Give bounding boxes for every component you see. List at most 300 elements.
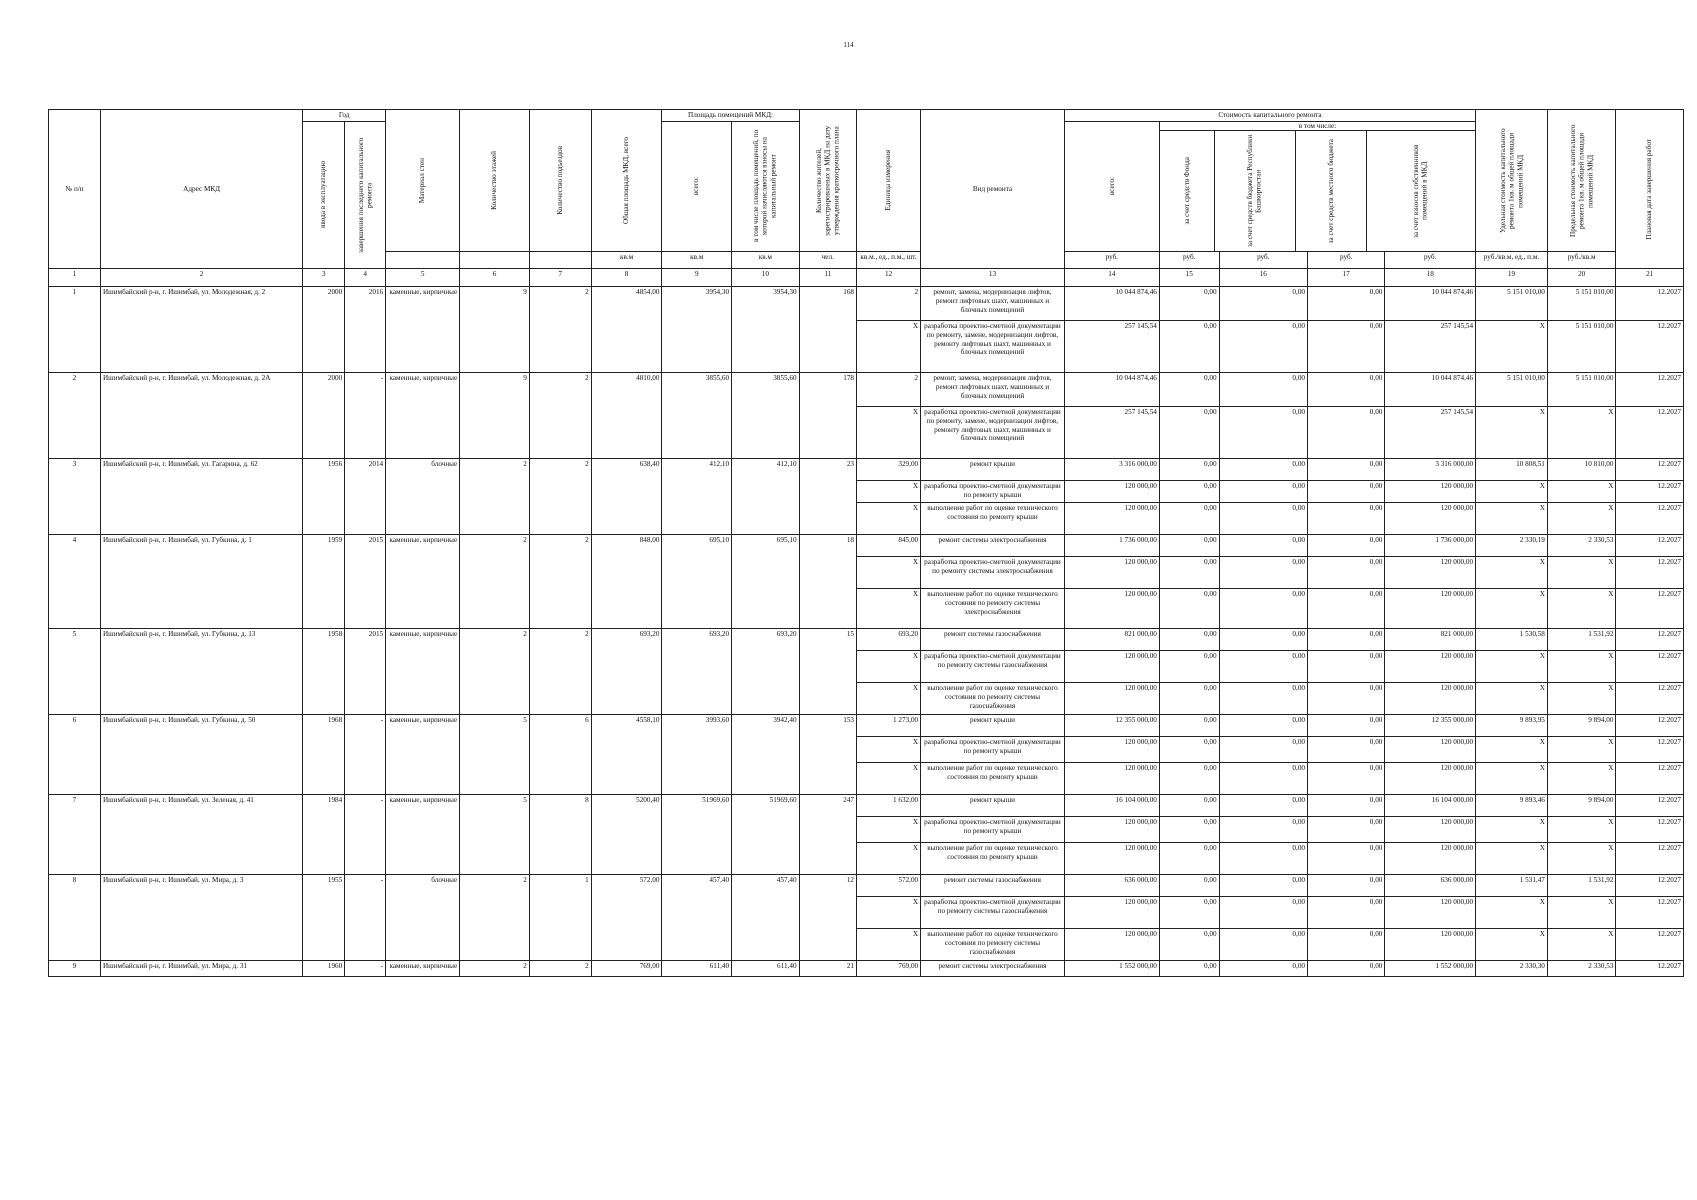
cell-premises-area: 51969,60 xyxy=(662,795,732,875)
cell-unit-cost: 9 893,46 xyxy=(1476,795,1548,817)
cell-cost-owners: 120 000,00 xyxy=(1385,503,1476,535)
cell-quantity: X xyxy=(857,897,921,929)
cell-max-cost: 1 531,92 xyxy=(1547,629,1616,651)
cell-floors: 9 xyxy=(460,373,530,459)
cell-unit-cost: 5 151 010,00 xyxy=(1476,287,1548,321)
cell-quantity: X xyxy=(857,843,921,875)
cell-residents: 178 xyxy=(799,373,856,459)
cell-unit-cost: 5 151 010,00 xyxy=(1476,373,1548,407)
cell-wall-material: блочные xyxy=(386,875,460,961)
cell-num: 7 xyxy=(49,795,101,875)
table-row xyxy=(49,715,1684,737)
header-cost-total: всего: xyxy=(1064,121,1159,252)
cell-num: 2 xyxy=(49,373,101,459)
table-row xyxy=(49,287,1684,321)
cell-cost-total: 120 000,00 xyxy=(1064,683,1159,715)
header-year-last-repair: завершения последнего капитального ремонта xyxy=(345,121,386,269)
cell-unit-cost: X xyxy=(1476,683,1548,715)
cell-max-cost: X xyxy=(1547,589,1616,629)
cell-cost-total: 120 000,00 xyxy=(1064,763,1159,795)
column-number: 18 xyxy=(1385,269,1476,287)
cell-year-commission: 1956 xyxy=(303,459,345,535)
cell-cost-republic: 0,00 xyxy=(1219,843,1307,875)
cell-address: Ишимбайский р-н, г. Ишимбай, ул. Мира, д. 3 xyxy=(100,875,302,961)
cell-residents: 15 xyxy=(799,629,856,715)
cell-owned-area: 51969,60 xyxy=(732,795,799,875)
cell-num: 1 xyxy=(49,287,101,373)
cell-num: 6 xyxy=(49,715,101,795)
cell-quantity: 845,00 xyxy=(857,535,921,557)
cell-quantity: X xyxy=(857,737,921,763)
cell-cost-fund: 0,00 xyxy=(1159,629,1219,651)
cell-cost-owners: 120 000,00 xyxy=(1385,929,1476,961)
cell-cost-total: 10 044 874,46 xyxy=(1064,373,1159,407)
cell-entrances: 2 xyxy=(529,961,591,977)
cell-wall-material: каменные, кирпичные xyxy=(386,795,460,875)
cell-quantity: 572,00 xyxy=(857,875,921,897)
column-numbers-row xyxy=(49,269,1684,287)
cell-work-type: выполнение работ по оценке технического состояния по ремонту крыши xyxy=(921,843,1065,875)
cell-deadline: 12.2027 xyxy=(1616,407,1684,459)
cell-quantity: X xyxy=(857,589,921,629)
column-number: 17 xyxy=(1308,269,1385,287)
cell-quantity: 2 xyxy=(857,287,921,321)
cell-cost-total: 120 000,00 xyxy=(1064,897,1159,929)
cell-work-type: ремонт, замена, модернизация лифтов, ремонт лифтовых шахт, машинных и блочных помещений xyxy=(921,287,1065,321)
column-number: 8 xyxy=(591,269,662,287)
header-max-cost: Предельная стоимость капитального ремонта 1кв. м общей площади помещений МКД xyxy=(1547,110,1616,252)
cell-work-type: разработка проектно-сметной документации по ремонту крыши xyxy=(921,481,1065,503)
cell-floors: 2 xyxy=(460,459,530,535)
cell-cost-fund: 0,00 xyxy=(1159,737,1219,763)
cell-cost-republic: 0,00 xyxy=(1219,481,1307,503)
cell-unit-cost: 2 330,30 xyxy=(1476,961,1548,977)
cell-work-type: разработка проектно-сметной документации по ремонту, замене, модернизации лифтов, ремонту лифтовых шахт, машинных и блочных помещений xyxy=(921,407,1065,459)
cell-address: Ишимбайский р-н, г. Ишимбай, ул. Гагарина, д. 62 xyxy=(100,459,302,535)
cell-cost-local: 0,00 xyxy=(1308,459,1385,481)
cell-residents: 12 xyxy=(799,875,856,961)
cell-deadline: 12.2027 xyxy=(1616,321,1684,373)
header-year-group: Год xyxy=(303,110,386,122)
cell-entrances: 2 xyxy=(529,373,591,459)
cell-wall-material: каменные, кирпичные xyxy=(386,287,460,373)
cell-owned-area: 412,10 xyxy=(732,459,799,535)
cell-max-cost: 9 894,00 xyxy=(1547,715,1616,737)
cell-cost-fund: 0,00 xyxy=(1159,715,1219,737)
cell-cost-total: 120 000,00 xyxy=(1064,929,1159,961)
table-row xyxy=(49,875,1684,897)
cell-floors: 2 xyxy=(460,535,530,629)
cell-cost-republic: 0,00 xyxy=(1219,763,1307,795)
cell-quantity: X xyxy=(857,683,921,715)
cell-cost-owners: 821 000,00 xyxy=(1385,629,1476,651)
cell-quantity: 2 xyxy=(857,373,921,407)
cell-cost-local: 0,00 xyxy=(1308,763,1385,795)
cell-num: 9 xyxy=(49,961,101,977)
cell-deadline: 12.2027 xyxy=(1616,481,1684,503)
cell-max-cost: 2 330,53 xyxy=(1547,535,1616,557)
cell-owned-area: 611,40 xyxy=(732,961,799,977)
repair-plan-table xyxy=(48,109,1684,977)
column-number: 12 xyxy=(857,269,921,287)
cell-deadline: 12.2027 xyxy=(1616,763,1684,795)
cell-premises-area: 693,20 xyxy=(662,629,732,715)
cell-year-commission: 1955 xyxy=(303,875,345,961)
cell-deadline: 12.2027 xyxy=(1616,817,1684,843)
header-num: № п/п xyxy=(49,110,101,269)
cell-unit-cost: X xyxy=(1476,503,1548,535)
cell-deadline: 12.2027 xyxy=(1616,715,1684,737)
cell-wall-material: каменные, кирпичные xyxy=(386,961,460,977)
cell-max-cost: X xyxy=(1547,737,1616,763)
cell-cost-local: 0,00 xyxy=(1308,737,1385,763)
cell-deadline: 12.2027 xyxy=(1616,503,1684,535)
cell-floors: 2 xyxy=(460,875,530,961)
cell-address: Ишимбайский р-н, г. Ишимбай, ул. Мира, д. 31 xyxy=(100,961,302,977)
cell-cost-owners: 257 145,54 xyxy=(1385,407,1476,459)
cell-work-type: ремонт крыши xyxy=(921,459,1065,481)
cell-total-area: 769,00 xyxy=(591,961,662,977)
cell-cost-republic: 0,00 xyxy=(1219,287,1307,321)
cell-premises-area: 3954,30 xyxy=(662,287,732,373)
cell-deadline: 12.2027 xyxy=(1616,929,1684,961)
unit-max-cost: руб./кв.м xyxy=(1547,252,1616,269)
cell-cost-total: 636 000,00 xyxy=(1064,875,1159,897)
cell-total-area: 5200,40 xyxy=(591,795,662,875)
column-number: 1 xyxy=(49,269,101,287)
cell-cost-local: 0,00 xyxy=(1308,929,1385,961)
cell-unit-cost: X xyxy=(1476,407,1548,459)
cell-cost-republic: 0,00 xyxy=(1219,897,1307,929)
cell-total-area: 638,40 xyxy=(591,459,662,535)
cell-cost-local: 0,00 xyxy=(1308,897,1385,929)
header-address: Адрес МКД xyxy=(100,110,302,269)
cell-unit-cost: X xyxy=(1476,929,1548,961)
table-header xyxy=(49,110,1684,269)
cell-cost-owners: 120 000,00 xyxy=(1385,897,1476,929)
cell-wall-material: блочные xyxy=(386,459,460,535)
cell-quantity: X xyxy=(857,651,921,683)
cell-cost-local: 0,00 xyxy=(1308,535,1385,557)
unit-owned: кв.м xyxy=(732,252,799,269)
cell-cost-republic: 0,00 xyxy=(1219,961,1307,977)
cell-total-area: 4810,00 xyxy=(591,373,662,459)
header-residents: Количество жителей, зарегистрированных в МКД на дату утверждения краткосрочного плана xyxy=(799,110,856,252)
cell-unit-cost: 1 531,47 xyxy=(1476,875,1548,897)
cell-cost-owners: 1 736 000,00 xyxy=(1385,535,1476,557)
cell-unit-cost: X xyxy=(1476,897,1548,929)
cell-deadline: 12.2027 xyxy=(1616,843,1684,875)
cell-work-type: разработка проектно-сметной документации по ремонту, замене, модернизации лифтов, ремонту лифтовых шахт, машинных и блочных помещений xyxy=(921,321,1065,373)
cell-cost-owners: 120 000,00 xyxy=(1385,557,1476,589)
unit-cost-fund: руб. xyxy=(1159,252,1219,269)
table-body xyxy=(49,269,1684,977)
cell-max-cost: 10 810,00 xyxy=(1547,459,1616,481)
cell-quantity: 1 632,00 xyxy=(857,795,921,817)
cell-year-commission: 1958 xyxy=(303,629,345,715)
cell-cost-republic: 0,00 xyxy=(1219,817,1307,843)
column-number: 6 xyxy=(460,269,530,287)
cell-wall-material: каменные, кирпичные xyxy=(386,373,460,459)
cell-cost-owners: 120 000,00 xyxy=(1385,651,1476,683)
cell-cost-fund: 0,00 xyxy=(1159,763,1219,795)
cell-deadline: 12.2027 xyxy=(1616,897,1684,929)
cell-cost-fund: 0,00 xyxy=(1159,459,1219,481)
column-number: 5 xyxy=(386,269,460,287)
column-number: 19 xyxy=(1476,269,1548,287)
table-row xyxy=(49,535,1684,557)
cell-deadline: 12.2027 xyxy=(1616,557,1684,589)
cell-cost-total: 821 000,00 xyxy=(1064,629,1159,651)
header-deadline: Плановая дата завершения работ xyxy=(1616,110,1684,269)
cell-address: Ишимбайский р-н, г. Ишимбай, ул. Молодежная, д. 2А xyxy=(100,373,302,459)
column-number: 10 xyxy=(732,269,799,287)
cell-max-cost: X xyxy=(1547,897,1616,929)
cell-year-last-repair: - xyxy=(345,961,386,977)
column-number: 16 xyxy=(1219,269,1307,287)
cell-cost-total: 120 000,00 xyxy=(1064,589,1159,629)
cell-year-commission: 1968 xyxy=(303,715,345,795)
cell-cost-fund: 0,00 xyxy=(1159,817,1219,843)
header-wall-material: Материал стен xyxy=(386,110,460,252)
cell-max-cost: 5 151 010,00 xyxy=(1547,287,1616,321)
cell-cost-fund: 0,00 xyxy=(1159,875,1219,897)
cell-cost-total: 120 000,00 xyxy=(1064,651,1159,683)
cell-wall-material: каменные, кирпичные xyxy=(386,715,460,795)
cell-year-commission: 2000 xyxy=(303,287,345,373)
cell-cost-republic: 0,00 xyxy=(1219,321,1307,373)
cell-cost-total: 120 000,00 xyxy=(1064,843,1159,875)
cell-owned-area: 3942,40 xyxy=(732,715,799,795)
cell-cost-local: 0,00 xyxy=(1308,557,1385,589)
cell-cost-owners: 120 000,00 xyxy=(1385,817,1476,843)
cell-quantity: X xyxy=(857,503,921,535)
unit-unit-cost: руб./кв.м, ед., п.м. xyxy=(1476,252,1548,269)
cell-max-cost: X xyxy=(1547,407,1616,459)
cell-cost-local: 0,00 xyxy=(1308,321,1385,373)
cell-deadline: 12.2027 xyxy=(1616,629,1684,651)
cell-quantity: 329,00 xyxy=(857,459,921,481)
cell-entrances: 2 xyxy=(529,459,591,535)
unit-cost-republic: руб. xyxy=(1219,252,1307,269)
cell-cost-republic: 0,00 xyxy=(1219,795,1307,817)
column-number: 20 xyxy=(1547,269,1616,287)
header-cost-fund: за счет средств Фонда xyxy=(1160,131,1215,251)
cell-total-area: 4558,10 xyxy=(591,715,662,795)
cell-cost-fund: 0,00 xyxy=(1159,929,1219,961)
cell-cost-owners: 10 044 874,46 xyxy=(1385,287,1476,321)
cell-year-last-repair: - xyxy=(345,875,386,961)
cell-deadline: 12.2027 xyxy=(1616,373,1684,407)
cell-address: Ишимбайский р-н, г. Ишимбай, ул. Молодежная, д. 2 xyxy=(100,287,302,373)
header-premises-total: всего: xyxy=(662,121,732,252)
cell-cost-republic: 0,00 xyxy=(1219,629,1307,651)
cell-quantity: 769,00 xyxy=(857,961,921,977)
column-number: 14 xyxy=(1064,269,1159,287)
cell-quantity: X xyxy=(857,929,921,961)
cell-cost-republic: 0,00 xyxy=(1219,557,1307,589)
header-entrances: Количество подъездов xyxy=(529,110,591,252)
cell-cost-total: 120 000,00 xyxy=(1064,817,1159,843)
table-row xyxy=(49,961,1684,977)
cell-deadline: 12.2027 xyxy=(1616,651,1684,683)
cell-total-area: 572,00 xyxy=(591,875,662,961)
cell-floors: 2 xyxy=(460,961,530,977)
cell-cost-total: 257 145,54 xyxy=(1064,321,1159,373)
cell-year-commission: 1959 xyxy=(303,535,345,629)
cell-max-cost: X xyxy=(1547,817,1616,843)
table-row xyxy=(49,795,1684,817)
cell-floors: 2 xyxy=(460,629,530,715)
cell-premises-area: 457,40 xyxy=(662,875,732,961)
cell-cost-local: 0,00 xyxy=(1308,503,1385,535)
cell-cost-fund: 0,00 xyxy=(1159,481,1219,503)
cell-year-last-repair: 2015 xyxy=(345,629,386,715)
cell-work-type: ремонт крыши xyxy=(921,795,1065,817)
cell-cost-republic: 0,00 xyxy=(1219,683,1307,715)
cell-work-type: выполнение работ по оценке технического состояния по ремонту системы газоснабжения xyxy=(921,683,1065,715)
cell-unit-cost: X xyxy=(1476,651,1548,683)
cell-cost-fund: 0,00 xyxy=(1159,407,1219,459)
cell-cost-total: 120 000,00 xyxy=(1064,481,1159,503)
cell-cost-fund: 0,00 xyxy=(1159,843,1219,875)
cell-work-type: разработка проектно-сметной документации по ремонту крыши xyxy=(921,817,1065,843)
header-cost-local: за счет средств местного бюджета xyxy=(1296,131,1367,251)
cell-cost-local: 0,00 xyxy=(1308,817,1385,843)
table-row xyxy=(49,629,1684,651)
cell-cost-owners: 120 000,00 xyxy=(1385,737,1476,763)
column-number: 11 xyxy=(799,269,856,287)
cell-unit-cost: X xyxy=(1476,589,1548,629)
cell-work-type: ремонт системы электроснабжения xyxy=(921,535,1065,557)
cell-unit-cost: X xyxy=(1476,843,1548,875)
column-number: 9 xyxy=(662,269,732,287)
cell-cost-republic: 0,00 xyxy=(1219,407,1307,459)
cell-cost-owners: 257 145,54 xyxy=(1385,321,1476,373)
cell-floors: 5 xyxy=(460,715,530,795)
cell-quantity: 1 273,00 xyxy=(857,715,921,737)
cell-work-type: ремонт системы газоснабжения xyxy=(921,875,1065,897)
cell-num: 5 xyxy=(49,629,101,715)
cell-work-type: ремонт системы газоснабжения xyxy=(921,629,1065,651)
header-cost-group: Стоимость капитального ремонта xyxy=(1064,110,1475,122)
cell-cost-owners: 10 044 874,46 xyxy=(1385,373,1476,407)
header-floors: Количество этажей xyxy=(460,110,530,252)
cell-deadline: 12.2027 xyxy=(1616,875,1684,897)
cell-cost-republic: 0,00 xyxy=(1219,373,1307,407)
cell-entrances: 1 xyxy=(529,875,591,961)
cell-floors: 9 xyxy=(460,287,530,373)
cell-cost-total: 10 044 874,46 xyxy=(1064,287,1159,321)
cell-num: 8 xyxy=(49,875,101,961)
cell-work-type: выполнение работ по оценке технического состояния по ремонту крыши xyxy=(921,503,1065,535)
cell-cost-republic: 0,00 xyxy=(1219,503,1307,535)
cell-max-cost: 1 531,92 xyxy=(1547,875,1616,897)
cell-work-type: ремонт крыши xyxy=(921,715,1065,737)
cell-year-last-repair: 2015 xyxy=(345,535,386,629)
cell-cost-owners: 636 000,00 xyxy=(1385,875,1476,897)
cell-entrances: 2 xyxy=(529,629,591,715)
cell-wall-material: каменные, кирпичные xyxy=(386,629,460,715)
cell-deadline: 12.2027 xyxy=(1616,287,1684,321)
cell-cost-total: 120 000,00 xyxy=(1064,737,1159,763)
cell-max-cost: 5 151 010,00 xyxy=(1547,373,1616,407)
cell-num: 3 xyxy=(49,459,101,535)
header-premises-group: Площадь помещений МКД: xyxy=(662,110,799,122)
cell-cost-fund: 0,00 xyxy=(1159,961,1219,977)
cell-work-type: разработка проектно-сметной документации по ремонту системы газоснабжения xyxy=(921,651,1065,683)
cell-address: Ишимбайский р-н, г. Ишимбай, ул. Губкина, д. 13 xyxy=(100,629,302,715)
unit-cost-total: руб. xyxy=(1064,252,1159,269)
cell-max-cost: 5 151 010,00 xyxy=(1547,321,1616,373)
unit-cost-local: руб. xyxy=(1308,252,1385,269)
table-row xyxy=(49,459,1684,481)
cell-residents: 21 xyxy=(799,961,856,977)
cell-cost-local: 0,00 xyxy=(1308,589,1385,629)
cell-work-type: ремонт, замена, модернизация лифтов, ремонт лифтовых шахт, машинных и блочных помещений xyxy=(921,373,1065,407)
cell-unit-cost: X xyxy=(1476,763,1548,795)
cell-premises-area: 3855,60 xyxy=(662,373,732,459)
table-row xyxy=(49,373,1684,407)
cell-max-cost: X xyxy=(1547,683,1616,715)
cell-work-type: выполнение работ по оценке технического состояния по ремонту системы электроснабжения xyxy=(921,589,1065,629)
cell-cost-total: 16 104 000,00 xyxy=(1064,795,1159,817)
cell-cost-local: 0,00 xyxy=(1308,843,1385,875)
cell-max-cost: X xyxy=(1547,557,1616,589)
cell-year-commission: 2000 xyxy=(303,373,345,459)
cell-cost-total: 257 145,54 xyxy=(1064,407,1159,459)
cell-max-cost: X xyxy=(1547,651,1616,683)
cell-work-type: разработка проектно-сметной документации по ремонту системы газоснабжения xyxy=(921,897,1065,929)
cell-cost-owners: 3 316 000,00 xyxy=(1385,459,1476,481)
cell-cost-local: 0,00 xyxy=(1308,795,1385,817)
cell-cost-total: 120 000,00 xyxy=(1064,503,1159,535)
unit-premises: кв.м xyxy=(662,252,732,269)
cell-year-commission: 1984 xyxy=(303,795,345,875)
cell-entrances: 2 xyxy=(529,287,591,373)
cell-deadline: 12.2027 xyxy=(1616,589,1684,629)
cell-cost-total: 3 316 000,00 xyxy=(1064,459,1159,481)
cell-floors: 5 xyxy=(460,795,530,875)
cell-cost-owners: 120 000,00 xyxy=(1385,843,1476,875)
column-number: 13 xyxy=(921,269,1065,287)
cell-cost-fund: 0,00 xyxy=(1159,589,1219,629)
cell-cost-fund: 0,00 xyxy=(1159,683,1219,715)
cell-cost-owners: 16 104 000,00 xyxy=(1385,795,1476,817)
cell-max-cost: X xyxy=(1547,843,1616,875)
cell-owned-area: 3855,60 xyxy=(732,373,799,459)
cell-cost-local: 0,00 xyxy=(1308,715,1385,737)
column-number: 7 xyxy=(529,269,591,287)
cell-cost-republic: 0,00 xyxy=(1219,459,1307,481)
header-year-commission: ввода в эксплуатацию xyxy=(303,121,345,269)
unit-measure: кв.м., ед., п.м., шт. xyxy=(857,252,921,269)
cell-max-cost: X xyxy=(1547,481,1616,503)
header-cost-owners: за счет взносов собственников помещений в МКД xyxy=(1412,144,1429,238)
column-number: 3 xyxy=(303,269,345,287)
header-incl: в том числе: xyxy=(1160,122,1475,132)
cell-premises-area: 3993,60 xyxy=(662,715,732,795)
cell-owned-area: 695,10 xyxy=(732,535,799,629)
cell-quantity: X xyxy=(857,321,921,373)
cell-deadline: 12.2027 xyxy=(1616,737,1684,763)
header-premises-owned: в том числе площадь помещений, по которой начисляются взносы на капитальный ремонт xyxy=(732,121,799,252)
cell-quantity: X xyxy=(857,481,921,503)
cell-cost-republic: 0,00 xyxy=(1219,929,1307,961)
cell-residents: 23 xyxy=(799,459,856,535)
cell-unit-cost: X xyxy=(1476,321,1548,373)
cell-cost-fund: 0,00 xyxy=(1159,651,1219,683)
